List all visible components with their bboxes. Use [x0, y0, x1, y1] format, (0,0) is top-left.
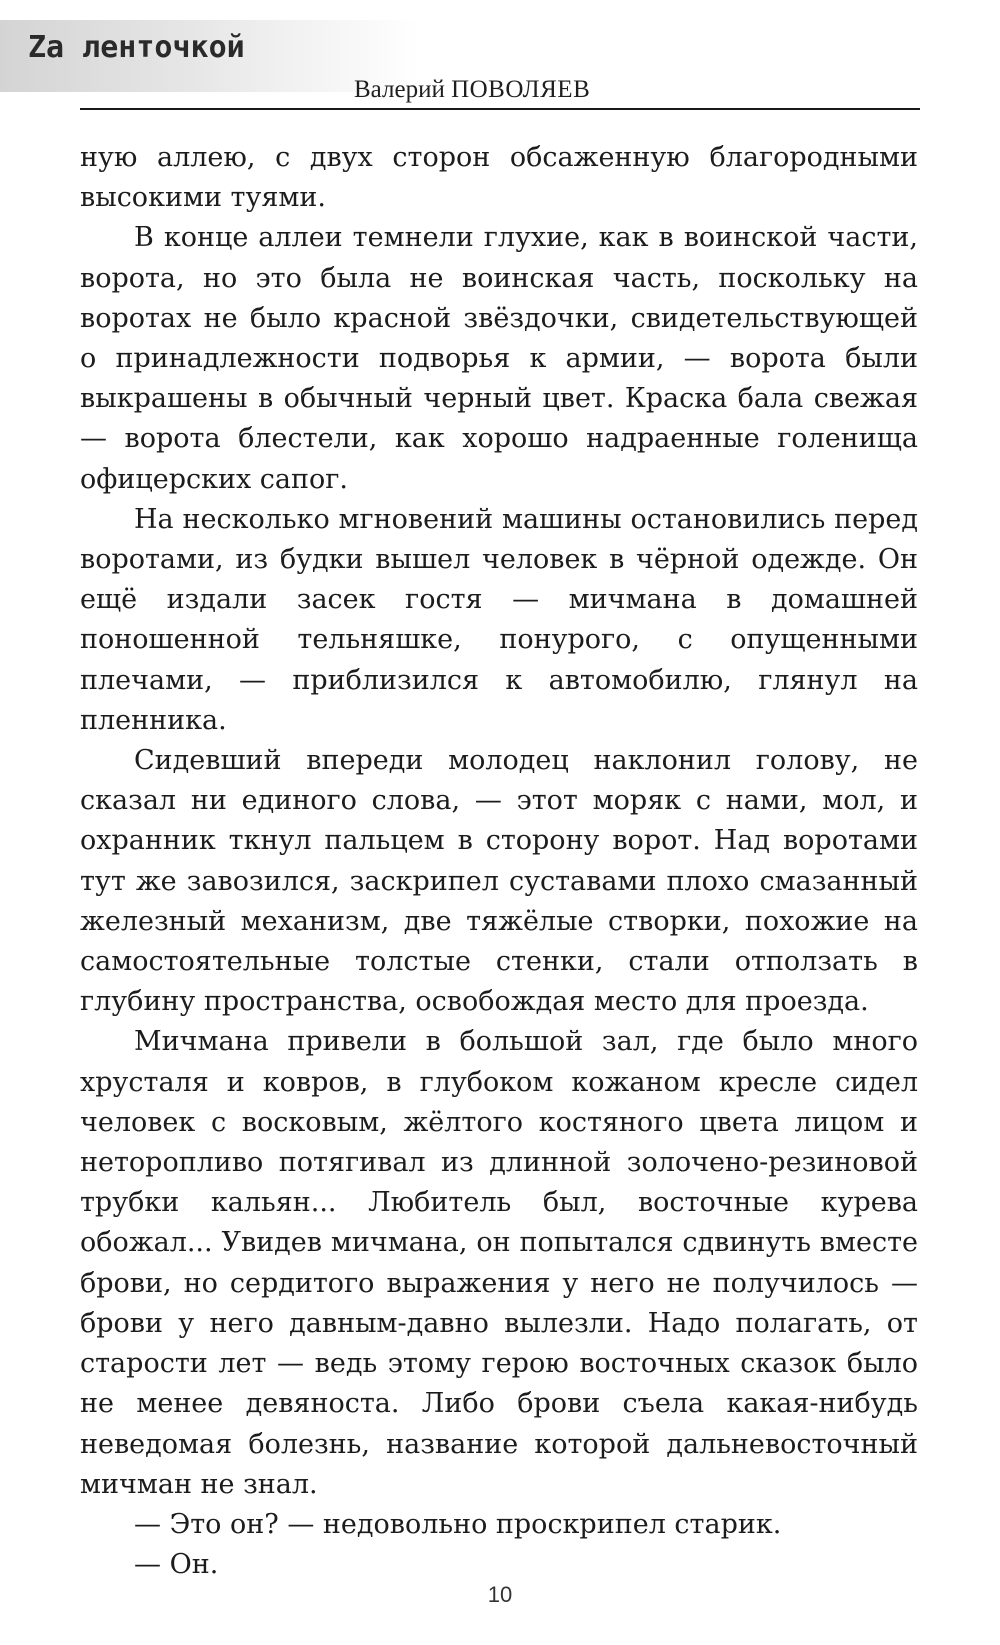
body-text — [80, 138, 918, 1585]
paragraph: Мичмана привели в большой зал, где было много хрусталя и ковров, в глубоком кожаном кресле сидел человек с восковым, жёлтого костяного цвета лицом и неторопливо потягивал из длинной золочено-резиновой трубки кальян... Любитель был, восточные курева обожал... Увидев мичмана, он попытался сдвинуть вместе брови, но сердитого выражения у него не получилось — брови у него давным-давно вылезли. Надо полагать, от старости лет — ведь этому герою восточных сказок было не менее девяноста. Либо брови съела какая-нибудь неведомая болезнь, название которой дальневосточный мичман не знал. — [80, 1026, 918, 1500]
author-last-name: ПОВОЛЯЕВ — [451, 76, 591, 103]
page-number: 10 — [487, 1582, 513, 1607]
running-header — [0, 0, 1000, 120]
paragraph: ную аллею, с двух сторон обсаженную благородными высокими туями. — [80, 142, 918, 214]
paragraph: Сидевший впереди молодец наклонил голову, не сказал ни единого слова, — этот моряк с нами, мол, и охранник ткнул пальцем в сторону ворот. Над воротами тут же завозился, заскрипел суставами плохо смазанный железный механизм, две тяжёлые створки, похожие на самостоятельные толстые стенки, стали отползать в глубину пространства, освобождая место для проезда. — [80, 745, 918, 1018]
dialogue-line: — Это он? — недовольно проскрипел старик. — [134, 1508, 782, 1540]
paragraph: В конце аллеи темнели глухие, как в воинской части, ворота, но это была не воинская часть, поскольку на воротах не было красной звёздочки, свидетельствующей о принадлежности подворья к армии, — ворота были выкрашены в обычный черный цвет. Краска бала свежая — ворота блестели, как хорошо надраенные голенища офицерских сапог. — [80, 222, 918, 495]
dialogue-line: — Он. — [134, 1549, 219, 1581]
series-title: Zа ленточкой — [28, 30, 245, 65]
author-name — [354, 76, 590, 104]
author-first-name: Валерий — [354, 76, 445, 103]
header-rule — [80, 108, 920, 110]
paragraph: На несколько мгновений машины остановились перед воротами, из будки вышел человек в чёрной одежде. Он ещё издали засек гостя — мичмана в домашней поношенной тельняшке, понурого, с опущенными плечами, — приблизился к автомобилю, глянул на пленника. — [80, 503, 918, 736]
